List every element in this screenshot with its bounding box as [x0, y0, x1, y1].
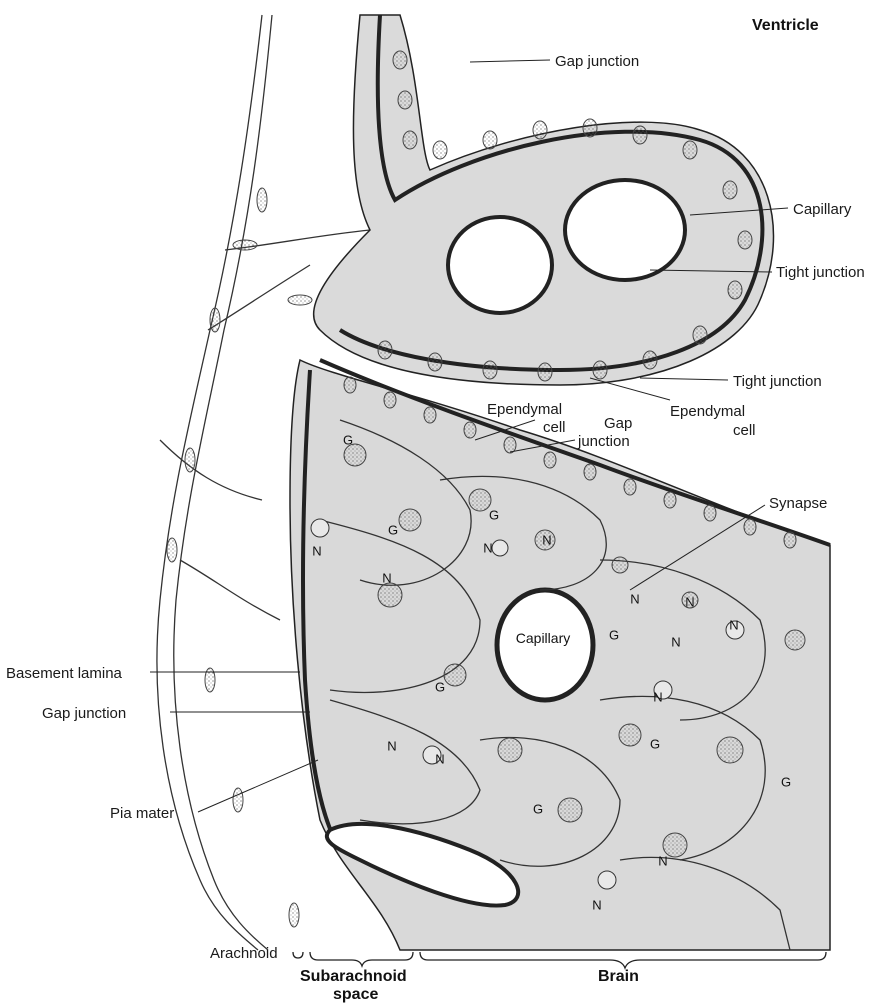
capillary-right-label: Capillary [793, 201, 852, 218]
neuron-marker: N [592, 897, 602, 913]
neuron-marker: N [630, 591, 640, 607]
glia-marker: G [342, 432, 354, 448]
glia-marker: G [649, 736, 661, 752]
arachnoid-label: Arachnoid [210, 945, 278, 962]
neuron-marker: N [382, 570, 392, 586]
glia-marker: G [488, 507, 500, 523]
glia-marker: G [780, 774, 792, 790]
bottom-braces [293, 952, 826, 968]
arachnoid-nucleus [210, 308, 220, 332]
gap-junction-mid-label: junction [578, 433, 630, 450]
capillary-lumen [565, 180, 685, 280]
pia-mater-label: Pia mater [110, 805, 175, 822]
arachnoid-nucleus [288, 295, 312, 305]
ventricle-label: Ventricle [752, 17, 819, 34]
brain-tissue [290, 360, 830, 950]
arachnoid-nucleus [185, 448, 195, 472]
capillary-lumen [448, 217, 552, 313]
gap-junction-mid-label: Gap [604, 415, 633, 432]
synapse-label: Synapse [769, 495, 828, 512]
arachnoid-nucleus [167, 538, 177, 562]
gap-junction-left-label: Gap junction [42, 705, 127, 722]
glia-marker: G [532, 801, 544, 817]
neuron-marker: N [483, 540, 493, 556]
neuron-marker: N [653, 689, 663, 705]
glia-marker: G [387, 522, 399, 538]
neuron-marker: N [671, 634, 681, 650]
ependymal-cell-right-label: cell [733, 422, 756, 439]
capillary-center-label: Capillary [515, 630, 571, 646]
choroid-plexus-fold [314, 15, 774, 385]
glia-marker: G [608, 627, 620, 643]
subarachnoid-label: Subarachnoid [300, 968, 407, 985]
gap-junction-top-label: Gap junction [555, 53, 640, 70]
neuron-marker: N [685, 594, 695, 610]
arachnoid-nucleus [233, 788, 243, 812]
arachnoid-nucleus [257, 188, 267, 212]
brain-label: Brain [598, 968, 639, 985]
glia-marker: G [434, 679, 446, 695]
neuron-marker: N [542, 532, 552, 548]
arachnoid-nucleus [233, 240, 257, 250]
tight-junction-upper-label: Tight junction [776, 264, 865, 281]
neuron-marker: N [658, 853, 668, 869]
neuron-marker: N [387, 738, 397, 754]
ependymal-cell-right-label: Ependymal [670, 403, 746, 420]
basement-lamina-label: Basement lamina [6, 665, 122, 682]
subarachnoid-label: space [333, 986, 379, 1003]
neuron-marker: N [312, 543, 322, 559]
ependymal-cell-left-label: cell [543, 419, 566, 436]
ependymal-cell-left-label: Ependymal [487, 401, 563, 418]
neuron-marker: N [435, 751, 445, 767]
arachnoid-nucleus [289, 903, 299, 927]
neuron-marker: N [729, 617, 739, 633]
tight-junction-lower-label: Tight junction [733, 373, 822, 390]
